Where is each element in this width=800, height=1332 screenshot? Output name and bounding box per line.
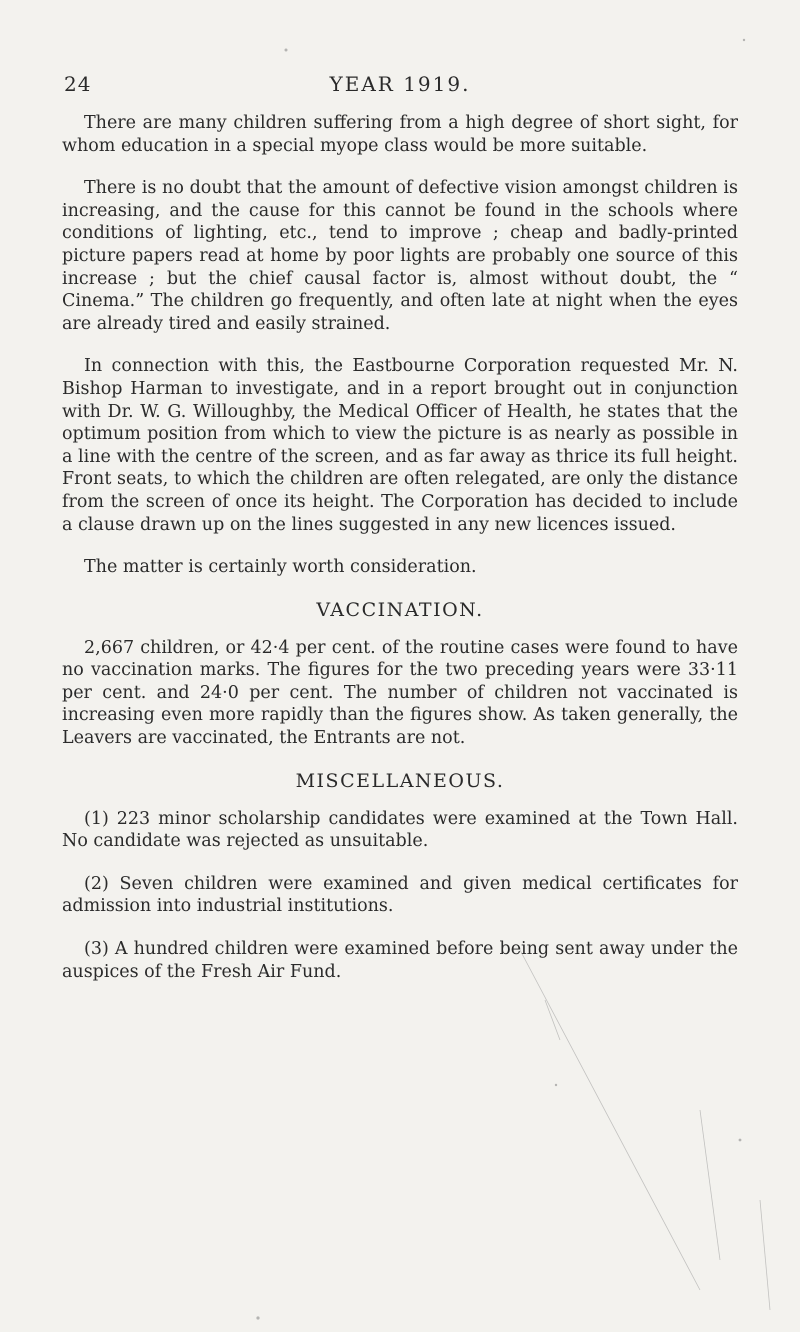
section-heading-miscellaneous: MISCELLANEOUS. — [295, 769, 505, 792]
page-number: 24 — [64, 72, 92, 96]
paragraph-vaccination: 2,667 children, or 42·4 per cent. of the routine cases were found to have no vaccination marks. The figures for the two preceding years were 33·11 per cent. and 24·0 per cent. The number of children not vaccinated is increasing even more rapidly than the figures show. As taken generally, the Leavers are vaccinated, the Entrants are not. — [62, 637, 738, 749]
list-item-industrial-institutions: (2) Seven children were examined and given medical certificates for admission into industrial institutions. — [62, 873, 738, 917]
body-text — [62, 112, 738, 1003]
list-item-scholarship: (1) 223 minor scholarship candidates were examined at the Town Hall. No candidate was rejected as unsuitable. — [62, 808, 738, 852]
running-title: YEAR 1919. — [329, 72, 471, 96]
list-item-fresh-air-fund: (3) A hundred children were examined before being sent away under the auspices of the Fresh Air Fund. — [62, 939, 738, 982]
paragraph-consideration: The matter is certainly worth consideration. — [84, 557, 477, 578]
running-header — [0, 72, 800, 96]
paragraph-myope-class: There are many children suffering from a high degree of short sight, for whom education in a special myope class would be more suitable. — [62, 113, 738, 156]
paragraph-eastbourne-report: In connection with this, the Eastbourne Corporation requested Mr. N. Bishop Harman to investigate, and in a report brought out in conjunction with Dr. W. G. Willoughby, the Medical Officer of Health, he states that the optimum position from which to view the picture is as nearly as possible in a line with the centre of the screen, and as far away as thrice its full height. Front seats, to which the children are often relegated, are only the distance from the screen of once its height. The Corporation has decided to include a clause drawn up on the lines suggested in any new licences issued. — [62, 356, 738, 535]
paragraph-defective-vision: There is no doubt that the amount of defective vision amongst children is increasing, and the cause for this cannot be found in the schools where conditions of lighting, etc., tend to improve ; cheap and badly-printed picture papers read at home by poor lights are probably one source of this increase ; but the chief causal factor is, almost without doubt, the “ Cinema.” The children go frequently, and often late at night when the eyes are already tired and easily strained. — [62, 178, 738, 334]
section-heading-vaccination: VACCINATION. — [316, 598, 484, 621]
